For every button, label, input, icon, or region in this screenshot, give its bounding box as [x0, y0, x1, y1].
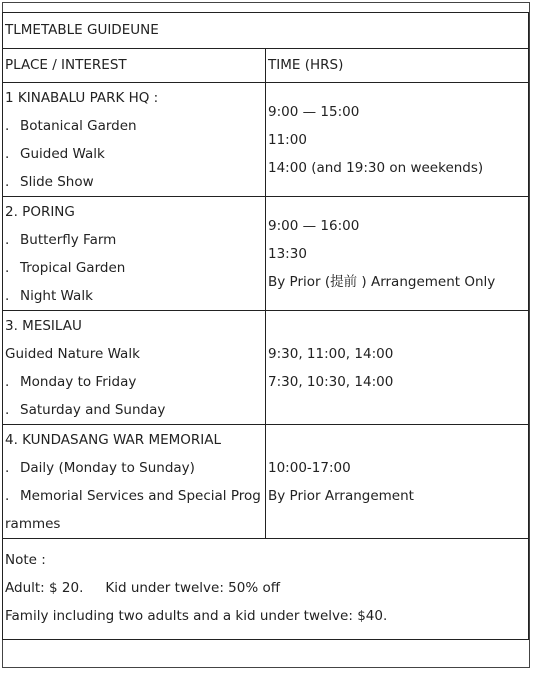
item-label: Slide Show — [20, 174, 94, 190]
section-row-kinabalu — [3, 83, 529, 197]
time-value: 10:00-17:00 — [268, 459, 351, 476]
section-row-poring — [3, 197, 529, 311]
bullet-mark: . — [5, 118, 10, 134]
section-name: 3. MESILAU — [5, 318, 82, 334]
adult-price: Adult: $ 20. — [5, 580, 84, 596]
section-name: 4. KUNDASANG WAR MEMORIAL — [5, 432, 222, 448]
place-cell — [3, 197, 266, 311]
time-value: By Prior Arrangement — [268, 487, 414, 504]
item-label: Saturday and Sunday — [20, 402, 166, 418]
section-name: 1 KINABALU PARK HQ : — [5, 90, 159, 106]
item-label: Memorial Services and Special Programmes — [5, 488, 261, 532]
time-value: 9:00 — 16:00 — [268, 217, 360, 234]
list-item — [3, 254, 265, 282]
note-row — [3, 539, 529, 640]
list-item — [3, 112, 265, 140]
title-cell — [3, 13, 529, 49]
bullet-mark: . — [5, 146, 10, 162]
bullet-mark: . — [5, 288, 10, 304]
section-subheading: Guided Nature Walk — [5, 346, 140, 362]
section-name: 2. PORING — [5, 204, 75, 220]
list-item — [3, 168, 265, 196]
time-value: 13:30 — [268, 245, 307, 262]
list-item — [3, 482, 265, 538]
title-row — [3, 13, 529, 49]
list-item — [3, 282, 265, 310]
note-label: Note : — [5, 552, 46, 568]
timetable — [2, 12, 529, 640]
header-time-cell — [266, 49, 529, 83]
time-value: 9:30, 11:00, 14:00 — [268, 345, 394, 362]
time-cell — [266, 83, 529, 197]
bullet-mark: . — [5, 260, 10, 276]
place-cell — [3, 311, 266, 425]
time-value: 9:00 — 15:00 — [268, 103, 360, 120]
section-row-mesilau — [3, 311, 529, 425]
header-time: TIME (HRS) — [268, 57, 344, 73]
list-item — [3, 454, 265, 482]
bullet-mark: . — [5, 488, 10, 504]
list-item — [3, 368, 265, 396]
time-value: By Prior (提前 ) Arrangement Only — [268, 273, 496, 290]
item-label: Tropical Garden — [20, 260, 126, 276]
item-label: Monday to Friday — [20, 374, 137, 390]
header-place-cell — [3, 49, 266, 83]
header-row — [3, 49, 529, 83]
item-label: Butterfly Farm — [20, 232, 117, 248]
time-value: 14:00 (and 19:30 on weekends) — [268, 159, 484, 176]
timetable-title: TLMETABLE GUIDEUNE — [5, 22, 159, 38]
bullet-mark: . — [5, 174, 10, 190]
item-label: Botanical Garden — [20, 118, 137, 134]
bullet-mark: . — [5, 374, 10, 390]
section-row-kundasang — [3, 425, 529, 539]
bullet-mark: . — [5, 232, 10, 248]
list-item — [3, 226, 265, 254]
time-cell — [266, 197, 529, 311]
bullet-mark: . — [5, 460, 10, 476]
bullet-mark: . — [5, 402, 10, 418]
place-cell — [3, 425, 266, 539]
item-label: Guided Walk — [20, 146, 105, 162]
price-line — [3, 574, 528, 602]
list-item — [3, 396, 265, 424]
family-price: Family including two adults and a kid under twelve: $40. — [5, 608, 388, 624]
item-label: Daily (Monday to Sunday) — [20, 460, 195, 476]
item-label: Night Walk — [20, 288, 93, 304]
kid-price: Kid under twelve: 50% off — [105, 580, 281, 596]
time-value: 11:00 — [268, 131, 307, 148]
place-cell — [3, 83, 266, 197]
time-value: 7:30, 10:30, 14:00 — [268, 373, 394, 390]
note-cell — [3, 539, 529, 640]
header-place: PLACE / INTEREST — [5, 57, 127, 73]
time-cell — [266, 425, 529, 539]
time-cell — [266, 311, 529, 425]
list-item — [3, 140, 265, 168]
